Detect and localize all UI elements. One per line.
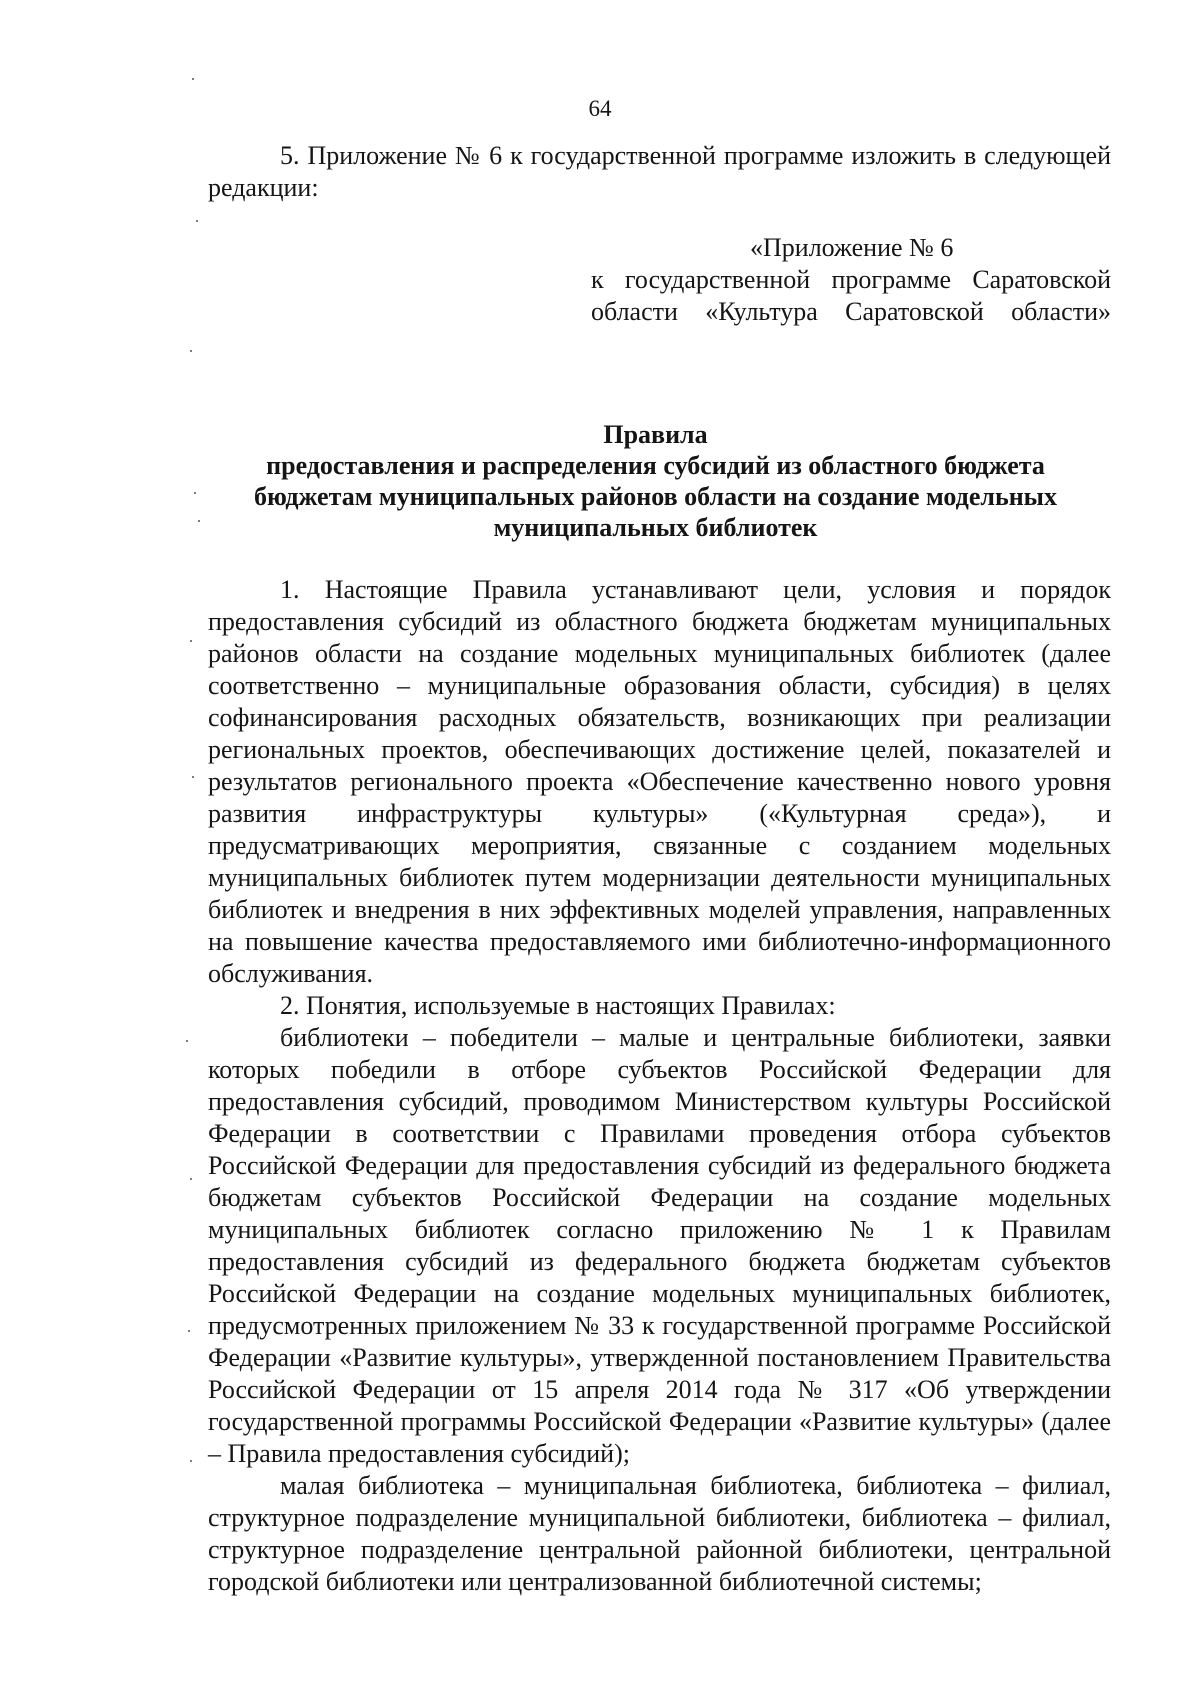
body-text [208,574,1111,1598]
paragraph-3: библиотеки – победители – малые и центральные библиотеки, заявки которых победили в отборе субъектов Российской Федерации для предоставления субсидий, проводимом Министерством культуры Российской Федерации в соответствии с Правилами проведения отбора субъектов Российской Федерации для предоставления субсидий из федерального бюджета бюджетам субъектов Российской Федерации на создание модельных муниципальных библиотек согласно приложению № 1 к Правилам предоставления субсидий из федерального бюджета бюджетам субъектов Российской Федерации на создание модельных муниципальных библиотек, предусмотренных приложением № 33 к государственной программе Российской Федерации «Развитие культуры», утвержденной постановлением Правительства Российской Федерации от 15 апреля 2014 года № 317 «Об утверждении государственной программы Российской Федерации «Развитие культуры» (далее – Правила предоставления субсидий); [208,1023,1111,1468]
appendix-reference [591,232,1111,328]
appendix-line-2: к государственной программе Саратовской [591,265,1111,294]
title-line-4: муниципальных библиотек [493,513,818,542]
appendix-line-1: «Приложение № 6 [750,233,954,262]
intro-paragraph: 5. Приложение № 6 к государственной программе изложить в следующей редакции: [208,141,1111,202]
title-line-2: предоставления и распределения субсидий из областного бюджета [266,451,1045,480]
paragraph-2: 2. Понятия, используемые в настоящих Правилах: [280,991,836,1020]
paragraph-1: 1. Настоящие Правила устанавливают цели, условия и порядок предоставления субсидий из областного бюджета бюджетам муниципальных районов области на создание модельных муниципальных библиотек (далее соответственно – муниципальные образования области, субсидия) в целях софинансирования расходных обязательств, возникающих при реализации региональных проектов, обеспечивающих достижение целей, показателей и результатов регионального проекта «Обеспечение качественно нового уровня развития инфраструктуры культуры» («Культурная среда»), и предусматривающих мероприятия, связанные с созданием модельных муниципальных библиотек путем модернизации деятельности муниципальных библиотек и внедрения в них эффективных моделей управления, направленных на повышение качества предоставляемого ими библиотечно-информационного обслуживания. [208,575,1111,988]
title-line-3: бюджетам муниципальных районов области на создание модельных [254,482,1057,511]
paragraph-4: малая библиотека – муниципальная библиотека, библиотека – филиал, структурное подразделение муниципальной библиотеки, библиотека – филиал, структурное подразделение центральной районной библиотеки, центральной городской библиотеки или централизованной библиотечной системы; [208,1471,1111,1596]
appendix-line-3: области «Культура Саратовской области» [591,297,1111,326]
page-number: 64 [588,96,612,121]
document-title [200,419,1111,543]
title-line-1: Правила [603,420,708,449]
